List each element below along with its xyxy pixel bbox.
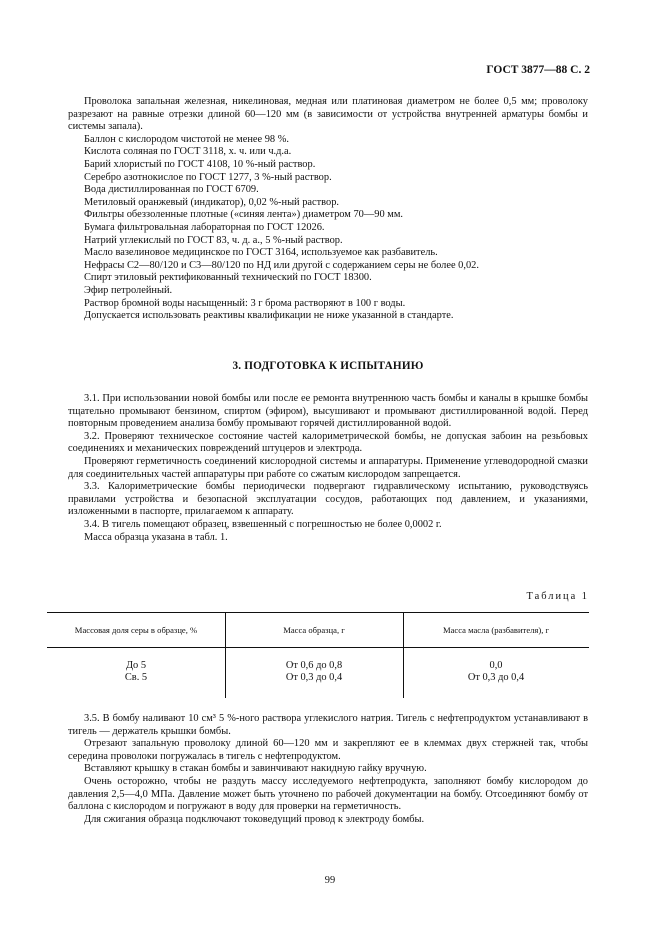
- paragraph: Проволока запальная железная, никелиновая, медная или платиновая диаметром не более 0,5 мм; проволоку разрезают на равные отрезки длиной 60—120 мм (в зависимости от устройства внутренней арматуры бомбы и системы запала).: [68, 96, 588, 133]
- paragraph: Баллон с кислородом чистотой не менее 98 %.: [84, 133, 289, 145]
- paragraph: Вода дистиллированная по ГОСТ 6709.: [84, 184, 259, 196]
- paragraph: Раствор бромной воды насыщенный: 3 г брома растворяют в 100 г воды.: [84, 297, 406, 309]
- paragraph: Масло вазелиновое медицинское по ГОСТ 3164, используемое как разбавитель.: [84, 247, 438, 259]
- table-cell-value: Св. 5: [124, 672, 148, 684]
- after-table-body: [68, 713, 588, 826]
- table-cell-value: До 5: [125, 660, 147, 671]
- paragraph: Спирт этиловый ректификованный технический по ГОСТ 18300.: [84, 272, 372, 284]
- section-body: [68, 393, 588, 544]
- paragraph: 3.1. При использовании новой бомбы или после ее ремонта внутреннюю часть бомбы и каналы в крышке бомбы тщательно промывают бензином, спиртом (эфиром), высушивают и промывают дистиллированной водой. Перед повторным проведением анализа бомбу промывают горячей дистиллированной водой.: [68, 393, 588, 430]
- paragraph: Бумага фильтровальная лабораторная по ГОСТ 12026.: [84, 221, 325, 233]
- table-cell: [225, 660, 403, 685]
- paragraph: Метиловый оранжевый (индикатор), 0,02 %-ный раствор.: [84, 196, 339, 208]
- table-header: Масса образца, г: [283, 625, 345, 635]
- section-title: 3. ПОДГОТОВКА К ИСПЫТАНИЮ: [232, 360, 424, 372]
- table-cell-value: От 0,3 до 0,4: [467, 672, 525, 684]
- page-number: 99: [324, 875, 336, 886]
- table-cell-value: От 0,6 до 0,8: [285, 660, 343, 671]
- page-header: ГОСТ 3877—88 С. 2: [486, 64, 590, 76]
- table-cell-value: От 0,3 до 0,4: [285, 672, 343, 684]
- paragraph: Натрий углекислый по ГОСТ 83, ч. д. а., 5 %-ный раствор.: [84, 234, 343, 246]
- data-table: [47, 612, 589, 698]
- table-rule: [47, 612, 589, 613]
- paragraph: Вставляют крышку в стакан бомбы и завинчивают накидную гайку вручную.: [84, 763, 427, 775]
- paragraph: Серебро азотнокислое по ГОСТ 1277, 3 %-ный раствор.: [84, 171, 332, 183]
- paragraph: 3.4. В тигель помещают образец, взвешенный с погрешностью не более 0,0002 г.: [84, 518, 442, 530]
- table-cell: [47, 660, 225, 685]
- table-cell-value: 0,0: [489, 660, 503, 671]
- paragraph: 3.2. Проверяют техническое состояние частей калориметрической бомбы, не допуская забоин на резьбовых соединениях и механических повреждений штуцеров и электрода.: [68, 430, 588, 455]
- paragraph: Фильтры обеззоленные плотные («синяя лента») диаметром 70—90 мм.: [84, 209, 403, 221]
- paragraph: Проверяют герметичность соединений кислородной системы и аппаратуры. Применение углеводородной смазки для соединительных частей аппаратуры при работе со сжатым кислородом запрещается.: [68, 455, 588, 480]
- paragraph: 3.5. В бомбу наливают 10 см³ 5 %-ного раствора углекислого натрия. Тигель с нефтепродуктом устанавливают в тигель — держатель крышки бомбы.: [68, 713, 588, 737]
- table-rule: [47, 647, 589, 648]
- paragraph: Отрезают запальную проволоку длиной 60—120 мм и закрепляют ее в клеммах двух стержней так, чтобы середина проволоки погружалась в тигель с нефтепродуктом.: [68, 738, 588, 762]
- table-caption: Таблица 1: [526, 591, 589, 602]
- paragraph: Масса образца указана в табл. 1.: [84, 531, 228, 543]
- paragraph: 3.3. Калориметрические бомбы периодически подвергают гидравлическому испытанию, руководствуясь правилами устройства и безопасной эксплуатации сосудов, работающих под давлением, и указаниями, изложенными в паспорте, прилагаемом к аппарату.: [68, 481, 588, 518]
- paragraph: Допускается использовать реактивы квалификации не ниже указанной в стандарте.: [84, 310, 454, 322]
- paragraph: Кислота соляная по ГОСТ 3118, х. ч. или ч.д.а.: [84, 146, 292, 158]
- paragraph: Для сжигания образца подключают токоведущий провод к электроду бомбы.: [84, 813, 425, 825]
- paragraph: Эфир петролейный.: [84, 284, 173, 296]
- table-header: Массовая доля серы в образце, %: [74, 625, 198, 635]
- table-cell: [403, 660, 589, 685]
- materials-list: [68, 96, 588, 323]
- paragraph: Барий хлористый по ГОСТ 4108, 10 %-ный раствор.: [84, 158, 316, 170]
- paragraph: Нефрасы С2—80/120 и С3—80/120 по НД или другой с содержанием серы не более 0,02.: [84, 259, 479, 271]
- table-header: Масса масла (разбавителя), г: [442, 625, 550, 635]
- paragraph: Очень осторожно, чтобы не раздуть массу исследуемого нефтепродукта, заполняют бомбу кислородом до давления 2,5—4,0 МПа. Давление может быть уточнено по рабочей документации на бомбу. Отсоединяют бомбу от баллона с кислородом и погружают в воду для проверки на герметичность.: [68, 775, 588, 813]
